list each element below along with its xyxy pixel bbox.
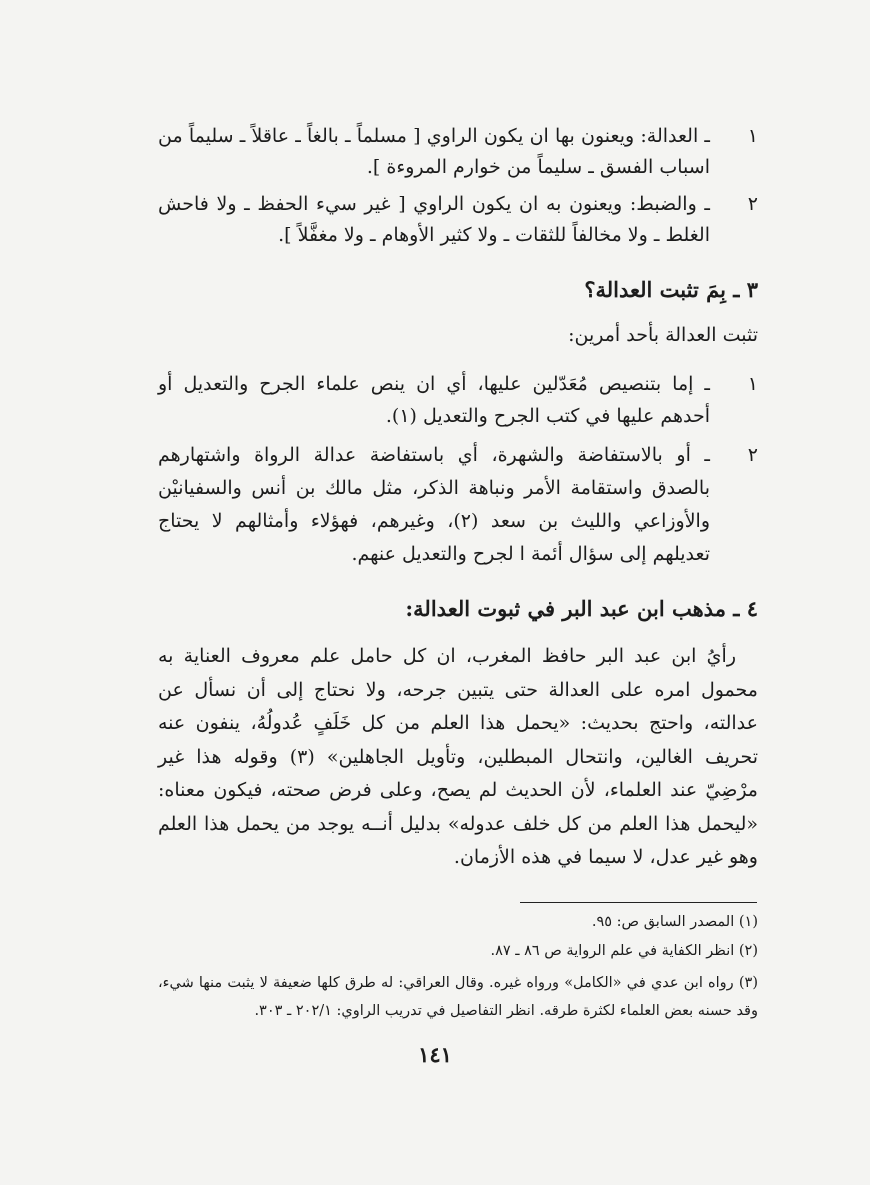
item-number: ٢ — [747, 444, 758, 466]
list-item — [158, 121, 758, 181]
footnote: (٢) انظر الكفاية في علم الرواية ص ٨٦ ـ ٨٧. — [490, 943, 758, 959]
item-text: ـ العدالة: ويعنون بها ان يكون الراوي [ مسلماً ـ بالغاً ـ عاقلاً ـ سليماً من اسباب الفسق ـ سليماً من خوارم المروءة ]. — [158, 125, 710, 178]
item-text: ـ أو بالاستفاضة والشهرة، أي باستفاضة عدالة الرواة واشتهارهم بالصدق واستقامة الأمر ونباهة الذكر، مثل مالك بن أنس والسفيانيْن والأوزاعي والليث بن سعد (٢)، وغيرهم، فهؤلاء وأمثالهم لا يحتاج تعديلهم إلى سؤال أئمة ا لجرح والتعديل عنهم. — [158, 444, 710, 565]
list-item — [158, 439, 758, 571]
footnote: (١) المصدر السابق ص: ٩٥. — [591, 914, 758, 930]
item-number: ٢ — [747, 193, 758, 215]
item-text: ـ والضبط: ويعنون به ان يكون الراوي [ غير سيء الحفظ ـ ولا فاحش الغلط ـ ولا مخالفاً للثقات ـ ولا كثير الأوهام ـ ولا مغفَّلاً ]. — [158, 193, 710, 246]
item-number: ١ — [747, 373, 758, 395]
item-text: ـ إما بتنصيص مُعَدّلين عليها، أي ان ينص علماء الجرح والتعديل أو أحدهم عليها في كتب الجرح والتعديل (١). — [158, 373, 710, 427]
section-heading: ٣ ـ بِمَ تثبت العدالة؟ — [584, 277, 758, 302]
list-item — [158, 368, 758, 432]
item-number: ١ — [747, 125, 758, 147]
list-item — [158, 189, 758, 249]
footnote: (٣) رواه ابن عدي في «الكامل» ورواه غيره. وقال العراقي: له طرق كلها ضعيفة لا يثبت منها شيء، وقد حسنه بعض العلماء لكثرة طرقه. انظر التفاصيل في تدريب الراوي: ٢٠٢/١ ـ ٣٠٣. — [158, 975, 758, 1019]
page-number: ١٤١ — [418, 1042, 452, 1067]
section-heading: ٤ ـ مذهب ابن عبد البر في ثبوت العدالة: — [405, 596, 758, 621]
intro-line: تثبت العدالة بأحد أمرين: — [568, 324, 758, 346]
body-paragraph: رأيُ ابن عبد البر حافظ المغرب، ان كل حامل علم معروف العناية به محمول امره على العدالة حتى يتبين جرحه، ولا نحتاج إلى أن نسأل عن عدالته، واحتج بحديث: «يحمل هذا العلم من كل خَلَفٍ عُدولُهُ، ينفون عنه تحريف الغالين، وانتحال المبطلين، وتأويل الجاهلين» (٣) وقوله هذا غير مرْضِيّ عند العلماء، لأن الحديث لم يصح، وعلى فرض صحته، فيكون معناه: «ليحمل هذا العلم من كل خلف عدوله» بدليل أنــه يوجد من يحمل هذا العلم وهو غير عدل، لا سيما في هذه الأزمان. — [158, 645, 758, 868]
footnote-divider — [520, 902, 757, 903]
